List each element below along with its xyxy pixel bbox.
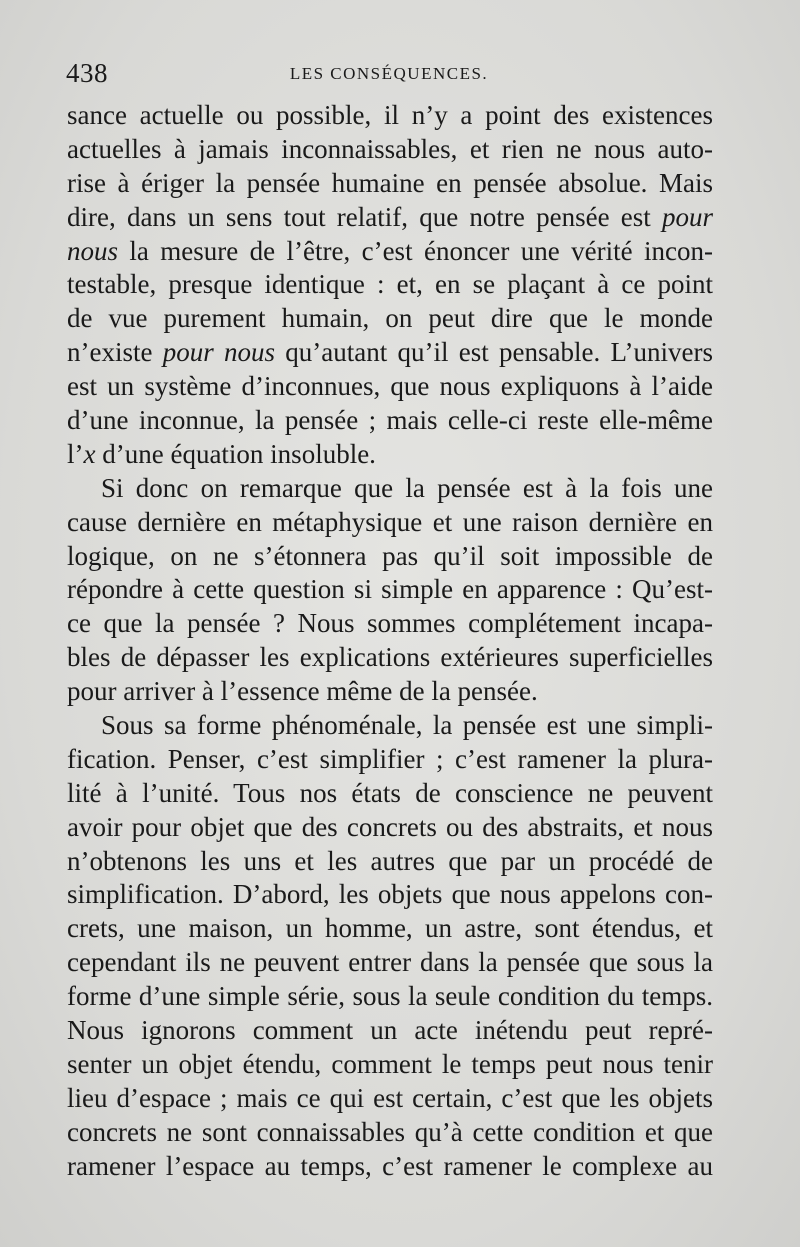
text-line: sance actuelle ou possible, il n’y a point des existences — [67, 100, 713, 130]
running-head: LES CONSÉQUENCES. — [289, 64, 489, 83]
text-line: Nous ignorons comment un acte inétendu peut repré- — [67, 1015, 713, 1046]
page-header — [66, 58, 712, 92]
text-line: dire, dans un sens tout relatif, que notre pensée est pour — [67, 201, 713, 232]
text-line: crets, une maison, un homme, un astre, sont étendus, et — [67, 913, 713, 944]
text-line: avoir pour objet que des concrets ou des abstraits, et nous — [67, 811, 713, 842]
text-line: actuelles à jamais inconnaissables, et rien ne nous auto- — [67, 133, 713, 164]
text-line: Sous sa forme phénoménale, la pensée est une simpli- — [101, 710, 713, 741]
text-line: pour arriver à l’essence même de la pensée. — [67, 676, 538, 707]
italic-text: nous — [67, 235, 119, 266]
text-line: ce que la pensée ? Nous sommes complétement incapa- — [67, 608, 713, 639]
text-line: de vue purement humain, on peut dire que le monde — [67, 303, 713, 334]
page-number: 438 — [66, 58, 108, 88]
text-line: simplification. D’abord, les objets que nous appelons con- — [67, 879, 713, 910]
text-line: ramener l’espace au temps, c’est ramener le complexe au — [67, 1150, 713, 1181]
text-line: logique, on ne s’étonnera pas qu’il soit impossible de — [67, 540, 713, 571]
text-line: lieu d’espace ; mais ce qui est certain, c’est que les objets — [67, 1082, 713, 1113]
paragraph-2 — [67, 472, 713, 709]
italic-text: pour nous — [162, 337, 276, 368]
text-line: n’obtenons les uns et les autres que par un procédé de — [67, 845, 713, 876]
text-line: d’une inconnue, la pensée ; mais celle-ci reste elle-même — [67, 405, 713, 436]
text-line: Si donc on remarque que la pensée est à la fois une — [101, 472, 713, 503]
text-line: cause dernière en métaphysique et une raison dernière en — [67, 506, 713, 537]
text-line: forme d’une simple série, sous la seule condition du temps. — [67, 981, 713, 1012]
text-line: n’existe pour nous qu’autant qu’il est pensable. L’univers — [67, 337, 713, 368]
paragraph-1 — [67, 99, 713, 472]
text-line: lité à l’unité. Tous nos états de conscience ne peuvent — [67, 777, 713, 808]
text-line: fication. Penser, c’est simplifier ; c’est ramener la plura- — [67, 743, 713, 774]
text-line: concrets ne sont connaissables qu’à cette condition et que — [67, 1116, 713, 1147]
text-line: répondre à cette question si simple en apparence : Qu’est- — [67, 574, 713, 605]
body-text — [67, 99, 713, 1184]
text-line: testable, presque identique : et, en se plaçant à ce point — [67, 269, 713, 300]
text-line: est un système d’inconnues, que nous expliquons à l’aide — [67, 371, 713, 402]
text-line: nous la mesure de l’être, c’est énoncer une vérité incon- — [67, 235, 713, 266]
text-line: rise à ériger la pensée humaine en pensée absolue. Mais — [67, 167, 713, 198]
italic-text: x — [83, 438, 96, 469]
text-line: l’x d’une équation insoluble. — [67, 438, 376, 469]
text-line: senter un objet étendu, comment le temps peut nous tenir — [67, 1048, 713, 1079]
paragraph-3 — [67, 709, 713, 1183]
text-line: cependant ils ne peuvent entrer dans la pensée que sous la — [67, 947, 713, 978]
italic-text: pour — [661, 201, 713, 232]
text-line: bles de dépasser les explications extérieures superficielles — [67, 642, 713, 673]
